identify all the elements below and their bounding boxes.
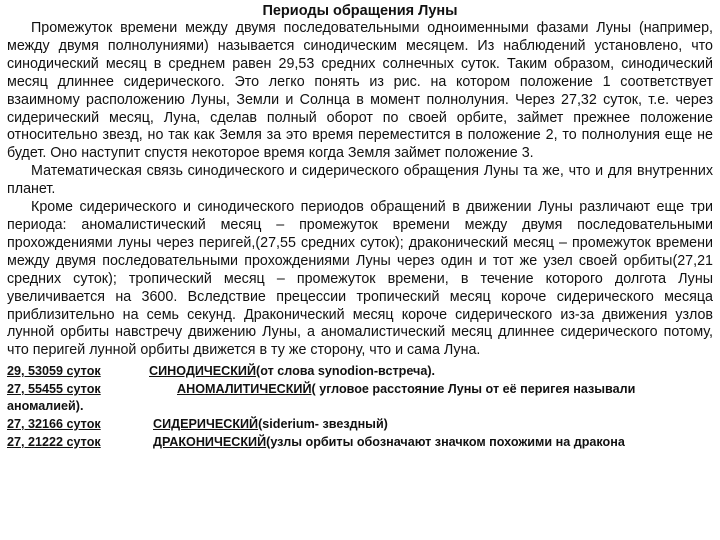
definitions-list: [7, 363, 713, 451]
definition-draconic: [7, 434, 713, 452]
definition-sidereal: [7, 416, 713, 434]
definition-term: СИДЕРИЧЕСКИЙ: [153, 417, 259, 431]
definition-synodic: [7, 363, 713, 381]
definition-description: ( угловое расстояние Луны от её перигея называли аномалией).: [7, 381, 636, 414]
definition-term: ДРАКОНИЧЕСКИЙ: [153, 434, 267, 449]
definition-description: (siderium- звездный): [258, 417, 388, 431]
definition-value: 27, 32166 суток: [7, 417, 101, 431]
definition-value: 27, 21222 суток: [7, 434, 101, 449]
definition-description: (от слова synodion-встреча).: [256, 364, 436, 379]
paragraph-math-relation: Математическая связь синодического и сидерического обращения Луны та же, что и для внутренних планет.: [7, 163, 713, 198]
paragraph-other-periods: Кроме сидерического и синодического периодов обращений в движении Луны различают еще три периода: аномалистический месяц – промежуток времени между двумя последовательными прохождениями луны через перигей,(27,55 средних суток); драконический месяц – промежуток времени между двумя последовательными прохождениями Луны через один и тот же узел своей орбиты(27,21 средних суток); тропический месяц – промежуток времени, в течение которого долгота Луны увеличивается на 3600. Вследствие прецессии тропический месяц короче сидерического месяца приблизительно на семь секунд. Драконический месяц короче сидерического из-за движения узлов лунной орбиты навстречу движению Луны, а аномалистический месяц длиннее сидерического потому, что перигей лунной орбиты движется в ту же сторону, что и сама Луна.: [7, 199, 713, 359]
paragraph-synodic-month: Промежуток времени между двумя последовательными одноименными фазами Луны (например, между двумя полнолуниями) называется синодическим месяцем. Из наблюдений установлено, что синодический месяц в среднем равен 29,53 средних солнечных суток. Таким образом, синодический месяц длиннее сидерического. Это легко понять из рис. на котором положение 1 соответствует взаимному расположению Луны, Земли и Солнца в момент полнолуния. Через 27,32 суток, т.е. через сидерический месяц, Луна, сделав полный оборот по своей орбите, займет прежнее положение относительно звезд, но так как Земля за это время переместится в положение 2, то полнолуния еще не будет. Оно наступит спустя некоторое время когда Земля займет положение 3.: [7, 20, 713, 162]
definition-term: АНОМАЛИТИЧЕСКИЙ: [177, 381, 312, 396]
definition-value: 29, 53059 суток: [7, 364, 101, 379]
definition-term: СИНОДИЧЕСКИЙ: [149, 364, 257, 379]
definition-value: 27, 55455 суток: [7, 381, 101, 396]
page-title: Периоды обращения Луны: [262, 3, 458, 19]
definition-description: (узлы орбиты обозначают значком похожими на дракона: [266, 434, 625, 449]
definition-anomalistic: [7, 381, 713, 416]
